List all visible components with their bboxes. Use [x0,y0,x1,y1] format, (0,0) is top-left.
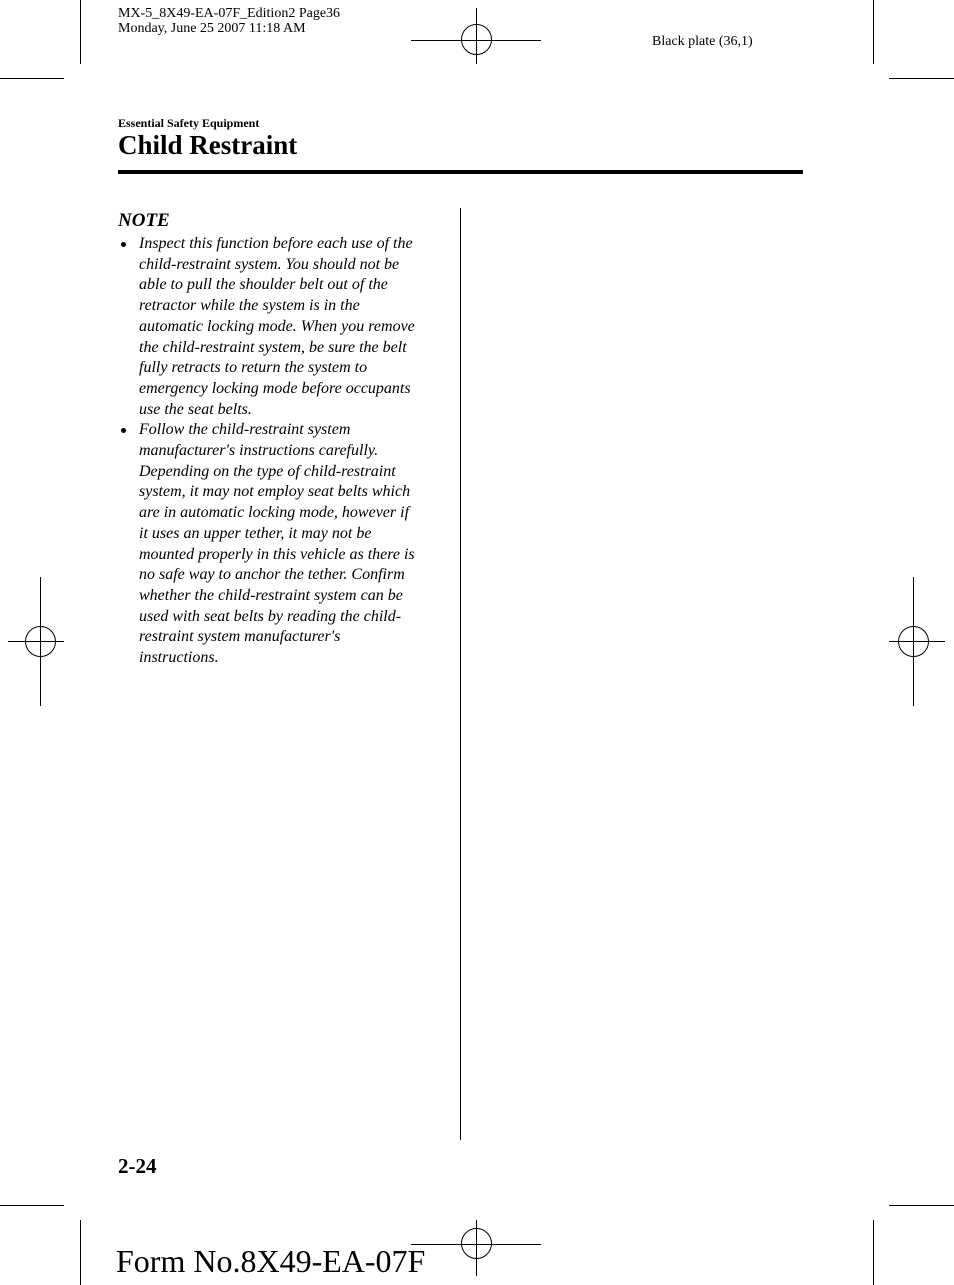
crop-mark-top-right-horizontal [889,78,954,79]
note-line: whether the child-restraint system can be [139,586,403,604]
note-line: no safe way to anchor the tether. Confirm [139,566,405,584]
note-list [118,234,436,669]
note-block [118,209,436,669]
note-line: Depending on the type of child-restraint [139,462,396,480]
note-line: it uses an upper tether, it may not be [139,524,372,542]
print-job-info [118,6,340,36]
note-line: retractor while the system is in the [139,297,360,315]
note-line: use the seat belts. [139,400,252,418]
crop-mark-bottom-left-vertical [80,1220,81,1285]
note-line: mounted properly in this vehicle as there is [139,545,415,563]
crop-mark-top-left-horizontal [0,78,64,79]
plate-label: Black plate (36,1) [652,34,753,49]
note-line: system, it may not employ seat belts which [139,483,411,501]
crop-mark-bottom-right-vertical [873,1220,874,1285]
page-title: Child Restraint [118,130,298,160]
page-number: 2-24 [118,1154,157,1178]
print-date-line: Monday, June 25 2007 11:18 AM [118,21,306,36]
note-heading: NOTE [118,210,170,231]
note-line: the child-restraint system, be sure the belt [139,338,407,356]
note-line: Inspect this function before each use of the [139,235,413,252]
form-number: Form No.8X49-EA-07F [116,1243,426,1279]
note-line: manufacturer's instructions carefully. [139,442,379,460]
note-line: child-restraint system. You should not be [139,255,400,273]
note-item [118,234,436,420]
bullet-icon [121,428,126,433]
note-line: Follow the child-restraint system [139,421,351,439]
note-line: emergency locking mode before occupants [139,379,411,397]
section-label: Essential Safety Equipment [118,116,260,130]
note-line: fully retracts to return the system to [139,359,368,377]
note-item [118,420,436,668]
note-line: restraint system manufacturer's [139,628,341,646]
print-job-line: MX-5_8X49-EA-07F_Edition2 Page36 [118,6,341,21]
crop-mark-top-left-vertical [80,0,81,64]
note-line: automatic locking mode. When you remove [139,317,415,335]
note-line: are in automatic locking mode, however if [139,504,410,522]
column-divider [460,208,461,1140]
crop-mark-bottom-left-horizontal [0,1205,64,1206]
crop-mark-top-right-vertical [873,0,874,64]
title-rule [118,170,803,174]
note-line: able to pull the shoulder belt out of the [139,276,388,294]
note-line: used with seat belts by reading the child- [139,607,402,625]
bullet-icon [121,242,126,247]
note-line: instructions. [139,649,219,667]
crop-mark-bottom-right-horizontal [889,1205,954,1206]
